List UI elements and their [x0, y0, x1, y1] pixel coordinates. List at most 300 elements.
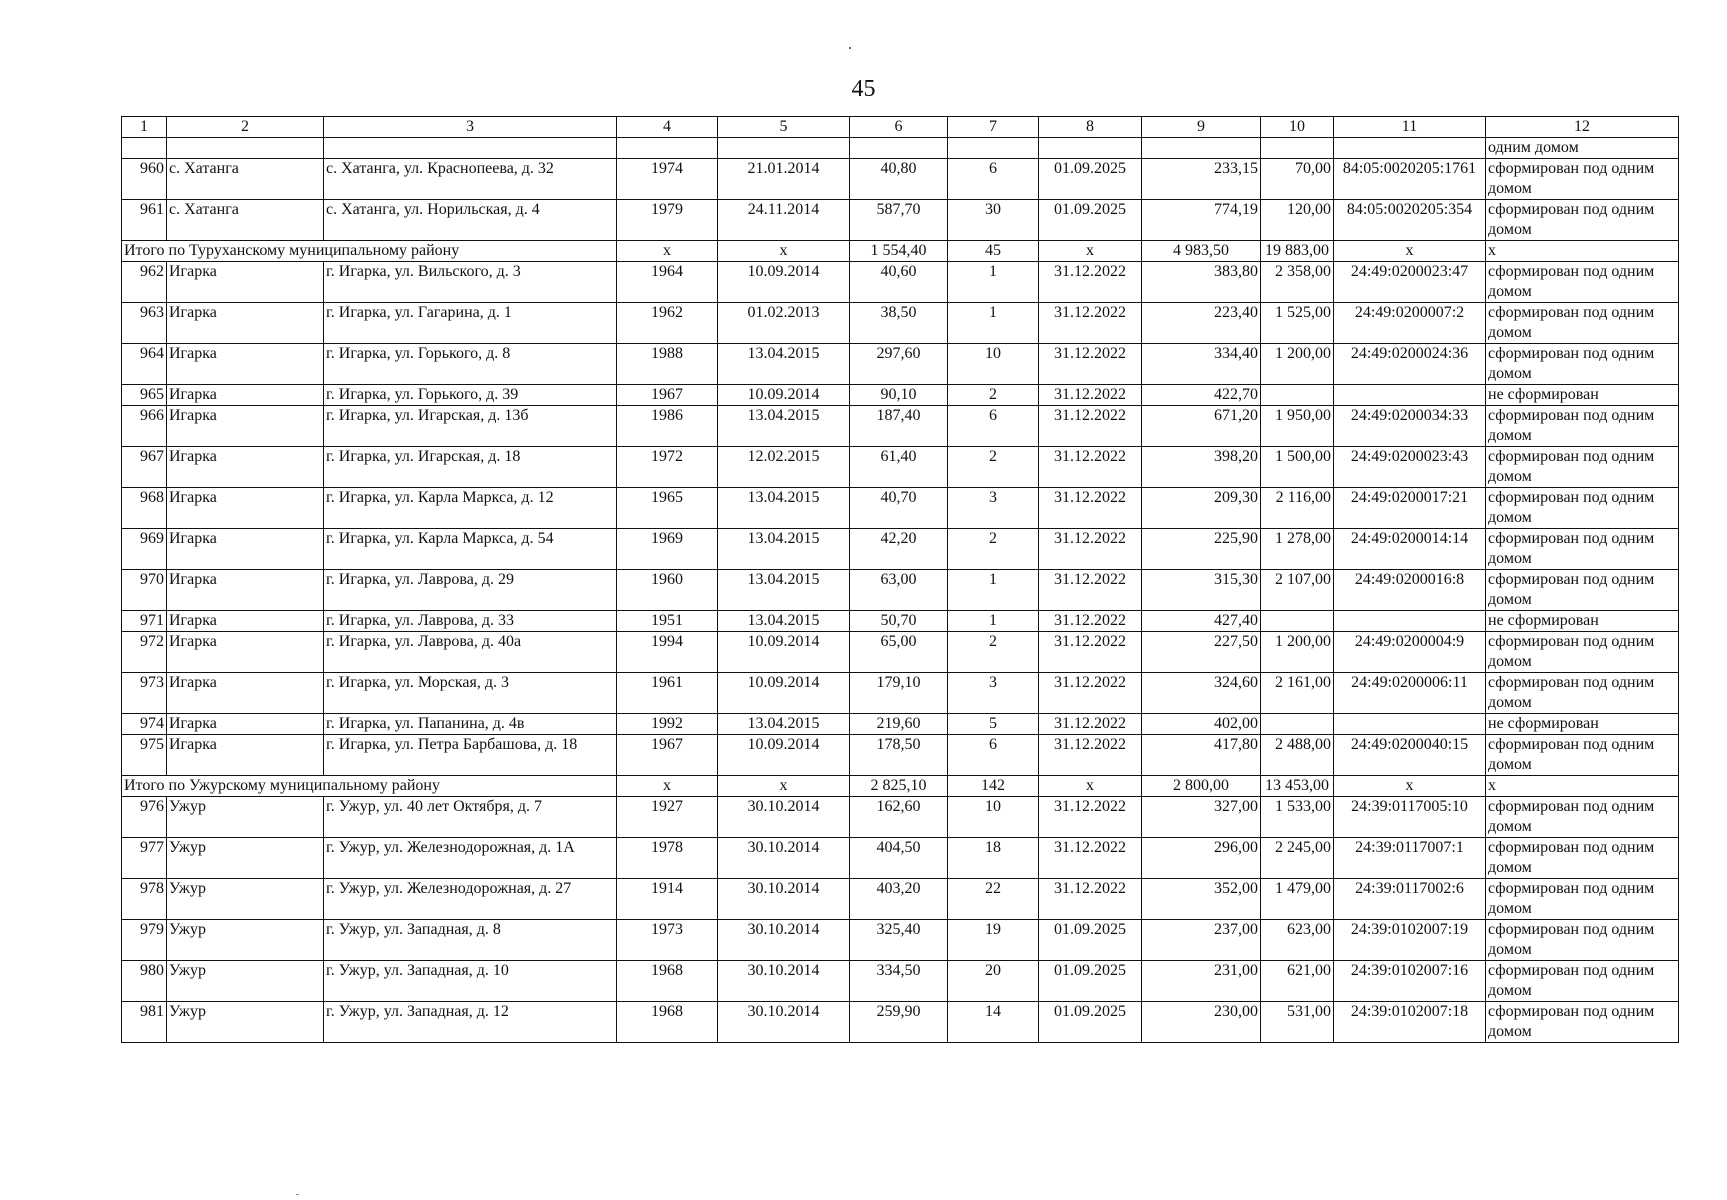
column-10-cell: 1 500,00: [1261, 447, 1334, 488]
residents-cell: 1: [948, 303, 1039, 344]
year-cell: 1914: [617, 879, 718, 920]
date-cell: 13.04.2015: [718, 406, 850, 447]
column-9-cell: 233,15: [1142, 159, 1261, 200]
column-10-cell: 1 200,00: [1261, 632, 1334, 673]
year-cell: 1968: [617, 1002, 718, 1043]
deadline-cell: 01.09.2025: [1039, 920, 1142, 961]
column-10-cell: 531,00: [1261, 1002, 1334, 1043]
deadline-cell: 31.12.2022: [1039, 838, 1142, 879]
cadastral-number-cell: 24:39:0117002:6: [1334, 879, 1486, 920]
column-9-cell: 417,80: [1142, 735, 1261, 776]
date-cell: 13.04.2015: [718, 344, 850, 385]
year-cell: 1973: [617, 920, 718, 961]
deadline-cell: 31.12.2022: [1039, 529, 1142, 570]
address-cell: г. Игарка, ул. Горького, д. 8: [324, 344, 617, 385]
column-9-cell: 334,40: [1142, 344, 1261, 385]
residents-cell: 1: [948, 611, 1039, 632]
address-cell: с. Хатанга, ул. Краснопеева, д. 32: [324, 159, 617, 200]
cadastral-number-cell: 84:05:0020205:354: [1334, 200, 1486, 241]
settlement-cell: Ужур: [167, 1002, 324, 1043]
area-cell: 40,60: [850, 262, 948, 303]
date-cell: 10.09.2014: [718, 385, 850, 406]
column-9-cell: 231,00: [1142, 961, 1261, 1002]
column-9-cell: 4 983,50: [1142, 241, 1261, 262]
year-cell: x: [617, 241, 718, 262]
scan-speck: [296, 1194, 299, 1195]
district-total-row: [122, 776, 1679, 797]
cadastral-number-cell: 24:49:0200017:21: [1334, 488, 1486, 529]
date-cell: 12.02.2015: [718, 447, 850, 488]
table-row: [122, 961, 1679, 1002]
address-cell: г. Игарка, ул. Лаврова, д. 33: [324, 611, 617, 632]
residents-cell: 6: [948, 159, 1039, 200]
date-cell: 10.09.2014: [718, 632, 850, 673]
area-cell: 587,70: [850, 200, 948, 241]
residents-cell: 3: [948, 488, 1039, 529]
residents-cell: 1: [948, 262, 1039, 303]
table-row: [122, 200, 1679, 241]
column-10-cell: 19 883,00: [1261, 241, 1334, 262]
address-cell: г. Игарка, ул. Вильского, д. 3: [324, 262, 617, 303]
column-9-cell: 774,19: [1142, 200, 1261, 241]
status-cell: сформирован под одним домом: [1486, 673, 1679, 714]
status-cell: сформирован под одним домом: [1486, 961, 1679, 1002]
status-cell: не сформирован: [1486, 611, 1679, 632]
column-number-header: [122, 117, 1679, 138]
deadline-cell: 31.12.2022: [1039, 673, 1142, 714]
status-cell: не сформирован: [1486, 714, 1679, 735]
area-cell: 40,80: [850, 159, 948, 200]
residents-cell: 30: [948, 200, 1039, 241]
column-9-cell: 2 800,00: [1142, 776, 1261, 797]
area-cell: 403,20: [850, 879, 948, 920]
year-cell: 1994: [617, 632, 718, 673]
cadastral-number-cell: 24:49:0200040:15: [1334, 735, 1486, 776]
status-cell: сформирован под одним домом: [1486, 570, 1679, 611]
header-cell: 7: [948, 117, 1039, 138]
residents-cell: 2: [948, 632, 1039, 673]
settlement-cell: с. Хатанга: [167, 200, 324, 241]
deadline-cell: 31.12.2022: [1039, 797, 1142, 838]
deadline-cell: 31.12.2022: [1039, 303, 1142, 344]
cadastral-number-cell: 24:49:0200004:9: [1334, 632, 1486, 673]
residents-cell: 22: [948, 879, 1039, 920]
residents-cell: 5: [948, 714, 1039, 735]
row-number-cell: 976: [122, 797, 167, 838]
cadastral-number-cell: [1334, 714, 1486, 735]
column-10-cell: 623,00: [1261, 920, 1334, 961]
settlement-cell: Игарка: [167, 303, 324, 344]
deadline-cell: 31.12.2022: [1039, 447, 1142, 488]
residents-cell: 2: [948, 529, 1039, 570]
column-10-cell: 1 479,00: [1261, 879, 1334, 920]
row-number-cell: 975: [122, 735, 167, 776]
residents-cell: 6: [948, 406, 1039, 447]
column-9-cell: 296,00: [1142, 838, 1261, 879]
date-cell: 21.01.2014: [718, 159, 850, 200]
row-number-cell: 964: [122, 344, 167, 385]
district-total-row: [122, 241, 1679, 262]
row-number-cell: 968: [122, 488, 167, 529]
header-cell: 1: [122, 117, 167, 138]
header-cell: 9: [1142, 117, 1261, 138]
area-cell: 219,60: [850, 714, 948, 735]
area-cell: 65,00: [850, 632, 948, 673]
year-cell: 1965: [617, 488, 718, 529]
address-cell: г. Ужур, ул. Западная, д. 8: [324, 920, 617, 961]
row-number-cell: 966: [122, 406, 167, 447]
status-cell: сформирован под одним домом: [1486, 838, 1679, 879]
address-cell: г. Игарка, ул. Игарская, д. 18: [324, 447, 617, 488]
row-number-cell: 969: [122, 529, 167, 570]
date-cell: 30.10.2014: [718, 961, 850, 1002]
address-cell: г. Игарка, ул. Карла Маркса, д. 12: [324, 488, 617, 529]
date-cell: x: [718, 776, 850, 797]
residents-cell: 19: [948, 920, 1039, 961]
row-number-cell: 970: [122, 570, 167, 611]
address-cell: г. Ужур, ул. Железнодорожная, д. 27: [324, 879, 617, 920]
residents-cell: 10: [948, 797, 1039, 838]
deadline-cell: 31.12.2022: [1039, 570, 1142, 611]
address-cell: г. Игарка, ул. Горького, д. 39: [324, 385, 617, 406]
year-cell: 1960: [617, 570, 718, 611]
column-10-cell: 1 200,00: [1261, 344, 1334, 385]
column-10-cell: 13 453,00: [1261, 776, 1334, 797]
page-number: 45: [851, 76, 876, 102]
year-cell: 1972: [617, 447, 718, 488]
deadline-cell: 01.09.2025: [1039, 159, 1142, 200]
cadastral-number-cell: [1334, 611, 1486, 632]
residents-cell: 3: [948, 673, 1039, 714]
date-cell: 13.04.2015: [718, 488, 850, 529]
table-row: [122, 406, 1679, 447]
settlement-cell: Игарка: [167, 406, 324, 447]
column-10-cell: [1261, 611, 1334, 632]
year-cell: 1992: [617, 714, 718, 735]
residents-cell: 45: [948, 241, 1039, 262]
year-cell: 1964: [617, 262, 718, 303]
cadastral-number-cell: x: [1334, 776, 1486, 797]
address-cell: г. Игарка, ул. Гагарина, д. 1: [324, 303, 617, 344]
settlement-cell: Игарка: [167, 344, 324, 385]
row-number-cell: 962: [122, 262, 167, 303]
cadastral-number-cell: 24:39:0102007:19: [1334, 920, 1486, 961]
housing-register-table: [121, 116, 1679, 1043]
date-cell: 30.10.2014: [718, 879, 850, 920]
area-cell: 297,60: [850, 344, 948, 385]
column-10-cell: 1 525,00: [1261, 303, 1334, 344]
date-cell: 10.09.2014: [718, 673, 850, 714]
column-10-cell: 621,00: [1261, 961, 1334, 1002]
status-cell: сформирован под одним домом: [1486, 920, 1679, 961]
area-cell: 50,70: [850, 611, 948, 632]
address-cell: г. Игарка, ул. Папанина, д. 4в: [324, 714, 617, 735]
deadline-cell: 31.12.2022: [1039, 406, 1142, 447]
district-total-label: Итого по Туруханскому муниципальному району: [122, 241, 617, 262]
column-9-cell: 225,90: [1142, 529, 1261, 570]
column-9-cell: 227,50: [1142, 632, 1261, 673]
year-cell: 1974: [617, 159, 718, 200]
address-cell: г. Игарка, ул. Карла Маркса, д. 54: [324, 529, 617, 570]
column-10-cell: 1 278,00: [1261, 529, 1334, 570]
deadline-cell: 01.09.2025: [1039, 1002, 1142, 1043]
area-cell: 325,40: [850, 920, 948, 961]
table-row: [122, 385, 1679, 406]
date-cell: 13.04.2015: [718, 570, 850, 611]
area-cell: 38,50: [850, 303, 948, 344]
status-cell: сформирован под одним домом: [1486, 262, 1679, 303]
year-cell: 1967: [617, 735, 718, 776]
row-number-cell: 960: [122, 159, 167, 200]
status-cell: сформирован под одним домом: [1486, 303, 1679, 344]
column-10-cell: 2 161,00: [1261, 673, 1334, 714]
settlement-cell: Игарка: [167, 714, 324, 735]
cadastral-number-cell: 24:49:0200014:14: [1334, 529, 1486, 570]
column-9-cell: 315,30: [1142, 570, 1261, 611]
residents-cell: 18: [948, 838, 1039, 879]
status-cell: x: [1486, 241, 1679, 262]
area-cell: 63,00: [850, 570, 948, 611]
table-row: [122, 673, 1679, 714]
cadastral-number-cell: 24:49:0200007:2: [1334, 303, 1486, 344]
table-row: [122, 797, 1679, 838]
deadline-cell: 31.12.2022: [1039, 632, 1142, 673]
column-10-cell: 70,00: [1261, 159, 1334, 200]
area-cell: 187,40: [850, 406, 948, 447]
header-cell: 4: [617, 117, 718, 138]
date-cell: 13.04.2015: [718, 611, 850, 632]
row-number-cell: 967: [122, 447, 167, 488]
deadline-cell: 31.12.2022: [1039, 611, 1142, 632]
header-cell: 11: [1334, 117, 1486, 138]
district-total-label: Итого по Ужурскому муниципальному району: [122, 776, 617, 797]
row-number-cell: 972: [122, 632, 167, 673]
table-row: [122, 159, 1679, 200]
residents-cell: 6: [948, 735, 1039, 776]
residents-cell: 14: [948, 1002, 1039, 1043]
cadastral-number-cell: 24:49:0200016:8: [1334, 570, 1486, 611]
cadastral-number-cell: 24:39:0102007:16: [1334, 961, 1486, 1002]
area-cell: 259,90: [850, 1002, 948, 1043]
area-cell: 162,60: [850, 797, 948, 838]
address-cell: г. Ужур, ул. Западная, д. 12: [324, 1002, 617, 1043]
year-cell: 1988: [617, 344, 718, 385]
settlement-cell: Ужур: [167, 838, 324, 879]
header-cell: 3: [324, 117, 617, 138]
area-cell: 40,70: [850, 488, 948, 529]
column-9-cell: 422,70: [1142, 385, 1261, 406]
deadline-cell: 31.12.2022: [1039, 385, 1142, 406]
table-row: [122, 838, 1679, 879]
residents-cell: 2: [948, 447, 1039, 488]
deadline-cell: 31.12.2022: [1039, 262, 1142, 303]
row-number-cell: 973: [122, 673, 167, 714]
column-10-cell: 120,00: [1261, 200, 1334, 241]
status-cell: сформирован под одним домом: [1486, 447, 1679, 488]
column-9-cell: 230,00: [1142, 1002, 1261, 1043]
area-cell: 334,50: [850, 961, 948, 1002]
column-9-cell: 402,00: [1142, 714, 1261, 735]
row-number-cell: 963: [122, 303, 167, 344]
residents-cell: 10: [948, 344, 1039, 385]
settlement-cell: Игарка: [167, 673, 324, 714]
column-9-cell: 324,60: [1142, 673, 1261, 714]
header-cell: 5: [718, 117, 850, 138]
table-row: [122, 920, 1679, 961]
column-10-cell: 2 107,00: [1261, 570, 1334, 611]
column-10-cell: 2 488,00: [1261, 735, 1334, 776]
column-9-cell: 327,00: [1142, 797, 1261, 838]
table-row: [122, 735, 1679, 776]
column-9-cell: 427,40: [1142, 611, 1261, 632]
table-row: [122, 714, 1679, 735]
settlement-cell: Игарка: [167, 262, 324, 303]
status-cell: сформирован под одним домом: [1486, 159, 1679, 200]
column-10-cell: [1261, 385, 1334, 406]
settlement-cell: Игарка: [167, 488, 324, 529]
address-cell: г. Игарка, ул. Игарская, д. 13б: [324, 406, 617, 447]
scan-speck: [849, 47, 851, 49]
table-row: [122, 262, 1679, 303]
settlement-cell: Игарка: [167, 570, 324, 611]
date-cell: x: [718, 241, 850, 262]
row-number-cell: 974: [122, 714, 167, 735]
table-row: [122, 344, 1679, 385]
cadastral-number-cell: 84:05:0020205:1761: [1334, 159, 1486, 200]
column-9-cell: 398,20: [1142, 447, 1261, 488]
table-row: [122, 447, 1679, 488]
status-cell: сформирован под одним домом: [1486, 735, 1679, 776]
residents-cell: 142: [948, 776, 1039, 797]
column-10-cell: 2 358,00: [1261, 262, 1334, 303]
cadastral-number-cell: 24:49:0200023:47: [1334, 262, 1486, 303]
deadline-cell: 31.12.2022: [1039, 344, 1142, 385]
row-number-cell: 979: [122, 920, 167, 961]
header-cell: 2: [167, 117, 324, 138]
year-cell: 1986: [617, 406, 718, 447]
deadline-cell: 01.09.2025: [1039, 200, 1142, 241]
row-number-cell: 965: [122, 385, 167, 406]
cadastral-number-cell: 24:49:0200023:43: [1334, 447, 1486, 488]
year-cell: x: [617, 776, 718, 797]
cadastral-number-cell: 24:39:0117007:1: [1334, 838, 1486, 879]
settlement-cell: Ужур: [167, 879, 324, 920]
status-cell: сформирован под одним домом: [1486, 879, 1679, 920]
settlement-cell: Игарка: [167, 385, 324, 406]
residents-cell: 20: [948, 961, 1039, 1002]
cadastral-number-cell: 24:39:0117005:10: [1334, 797, 1486, 838]
cadastral-number-cell: 24:49:0200034:33: [1334, 406, 1486, 447]
deadline-cell: x: [1039, 776, 1142, 797]
settlement-cell: Ужур: [167, 797, 324, 838]
continuation-row: [122, 138, 1679, 159]
table-row: [122, 1002, 1679, 1043]
row-number-cell: 977: [122, 838, 167, 879]
area-cell: 2 825,10: [850, 776, 948, 797]
table-row: [122, 488, 1679, 529]
area-cell: 179,10: [850, 673, 948, 714]
date-cell: 24.11.2014: [718, 200, 850, 241]
settlement-cell: Игарка: [167, 529, 324, 570]
table-row: [122, 879, 1679, 920]
area-cell: 42,20: [850, 529, 948, 570]
status-cell: сформирован под одним домом: [1486, 406, 1679, 447]
cadastral-number-cell: [1334, 385, 1486, 406]
column-10-cell: 1 950,00: [1261, 406, 1334, 447]
year-cell: 1967: [617, 385, 718, 406]
address-cell: г. Игарка, ул. Лаврова, д. 29: [324, 570, 617, 611]
date-cell: 30.10.2014: [718, 838, 850, 879]
settlement-cell: Ужур: [167, 920, 324, 961]
status-cell: одним домом: [1486, 138, 1679, 159]
deadline-cell: 01.09.2025: [1039, 961, 1142, 1002]
date-cell: 10.09.2014: [718, 735, 850, 776]
settlement-cell: Игарка: [167, 611, 324, 632]
date-cell: 13.04.2015: [718, 529, 850, 570]
column-9-cell: 671,20: [1142, 406, 1261, 447]
status-cell: сформирован под одним домом: [1486, 200, 1679, 241]
deadline-cell: 31.12.2022: [1039, 735, 1142, 776]
row-number-cell: 961: [122, 200, 167, 241]
address-cell: г. Ужур, ул. Западная, д. 10: [324, 961, 617, 1002]
year-cell: 1968: [617, 961, 718, 1002]
address-cell: г. Игарка, ул. Петра Барбашова, д. 18: [324, 735, 617, 776]
column-9-cell: 209,30: [1142, 488, 1261, 529]
settlement-cell: Игарка: [167, 735, 324, 776]
header-cell: 12: [1486, 117, 1679, 138]
header-cell: 6: [850, 117, 948, 138]
column-10-cell: 2 245,00: [1261, 838, 1334, 879]
table-row: [122, 303, 1679, 344]
row-number-cell: 978: [122, 879, 167, 920]
deadline-cell: 31.12.2022: [1039, 879, 1142, 920]
status-cell: не сформирован: [1486, 385, 1679, 406]
status-cell: сформирован под одним домом: [1486, 344, 1679, 385]
year-cell: 1927: [617, 797, 718, 838]
status-cell: x: [1486, 776, 1679, 797]
column-10-cell: [1261, 714, 1334, 735]
header-cell: 10: [1261, 117, 1334, 138]
cadastral-number-cell: 24:49:0200006:11: [1334, 673, 1486, 714]
date-cell: 13.04.2015: [718, 714, 850, 735]
area-cell: 90,10: [850, 385, 948, 406]
year-cell: 1962: [617, 303, 718, 344]
area-cell: 178,50: [850, 735, 948, 776]
deadline-cell: x: [1039, 241, 1142, 262]
address-cell: г. Ужур, ул. 40 лет Октября, д. 7: [324, 797, 617, 838]
table-row: [122, 632, 1679, 673]
year-cell: 1979: [617, 200, 718, 241]
table-row: [122, 611, 1679, 632]
cadastral-number-cell: x: [1334, 241, 1486, 262]
settlement-cell: Игарка: [167, 632, 324, 673]
table-row: [122, 529, 1679, 570]
date-cell: 01.02.2013: [718, 303, 850, 344]
column-10-cell: 2 116,00: [1261, 488, 1334, 529]
date-cell: 30.10.2014: [718, 1002, 850, 1043]
settlement-cell: с. Хатанга: [167, 159, 324, 200]
date-cell: 10.09.2014: [718, 262, 850, 303]
row-number-cell: 980: [122, 961, 167, 1002]
date-cell: 30.10.2014: [718, 797, 850, 838]
status-cell: сформирован под одним домом: [1486, 529, 1679, 570]
settlement-cell: Ужур: [167, 961, 324, 1002]
area-cell: 61,40: [850, 447, 948, 488]
column-9-cell: 383,80: [1142, 262, 1261, 303]
address-cell: г. Игарка, ул. Морская, д. 3: [324, 673, 617, 714]
cadastral-number-cell: 24:39:0102007:18: [1334, 1002, 1486, 1043]
column-9-cell: 352,00: [1142, 879, 1261, 920]
